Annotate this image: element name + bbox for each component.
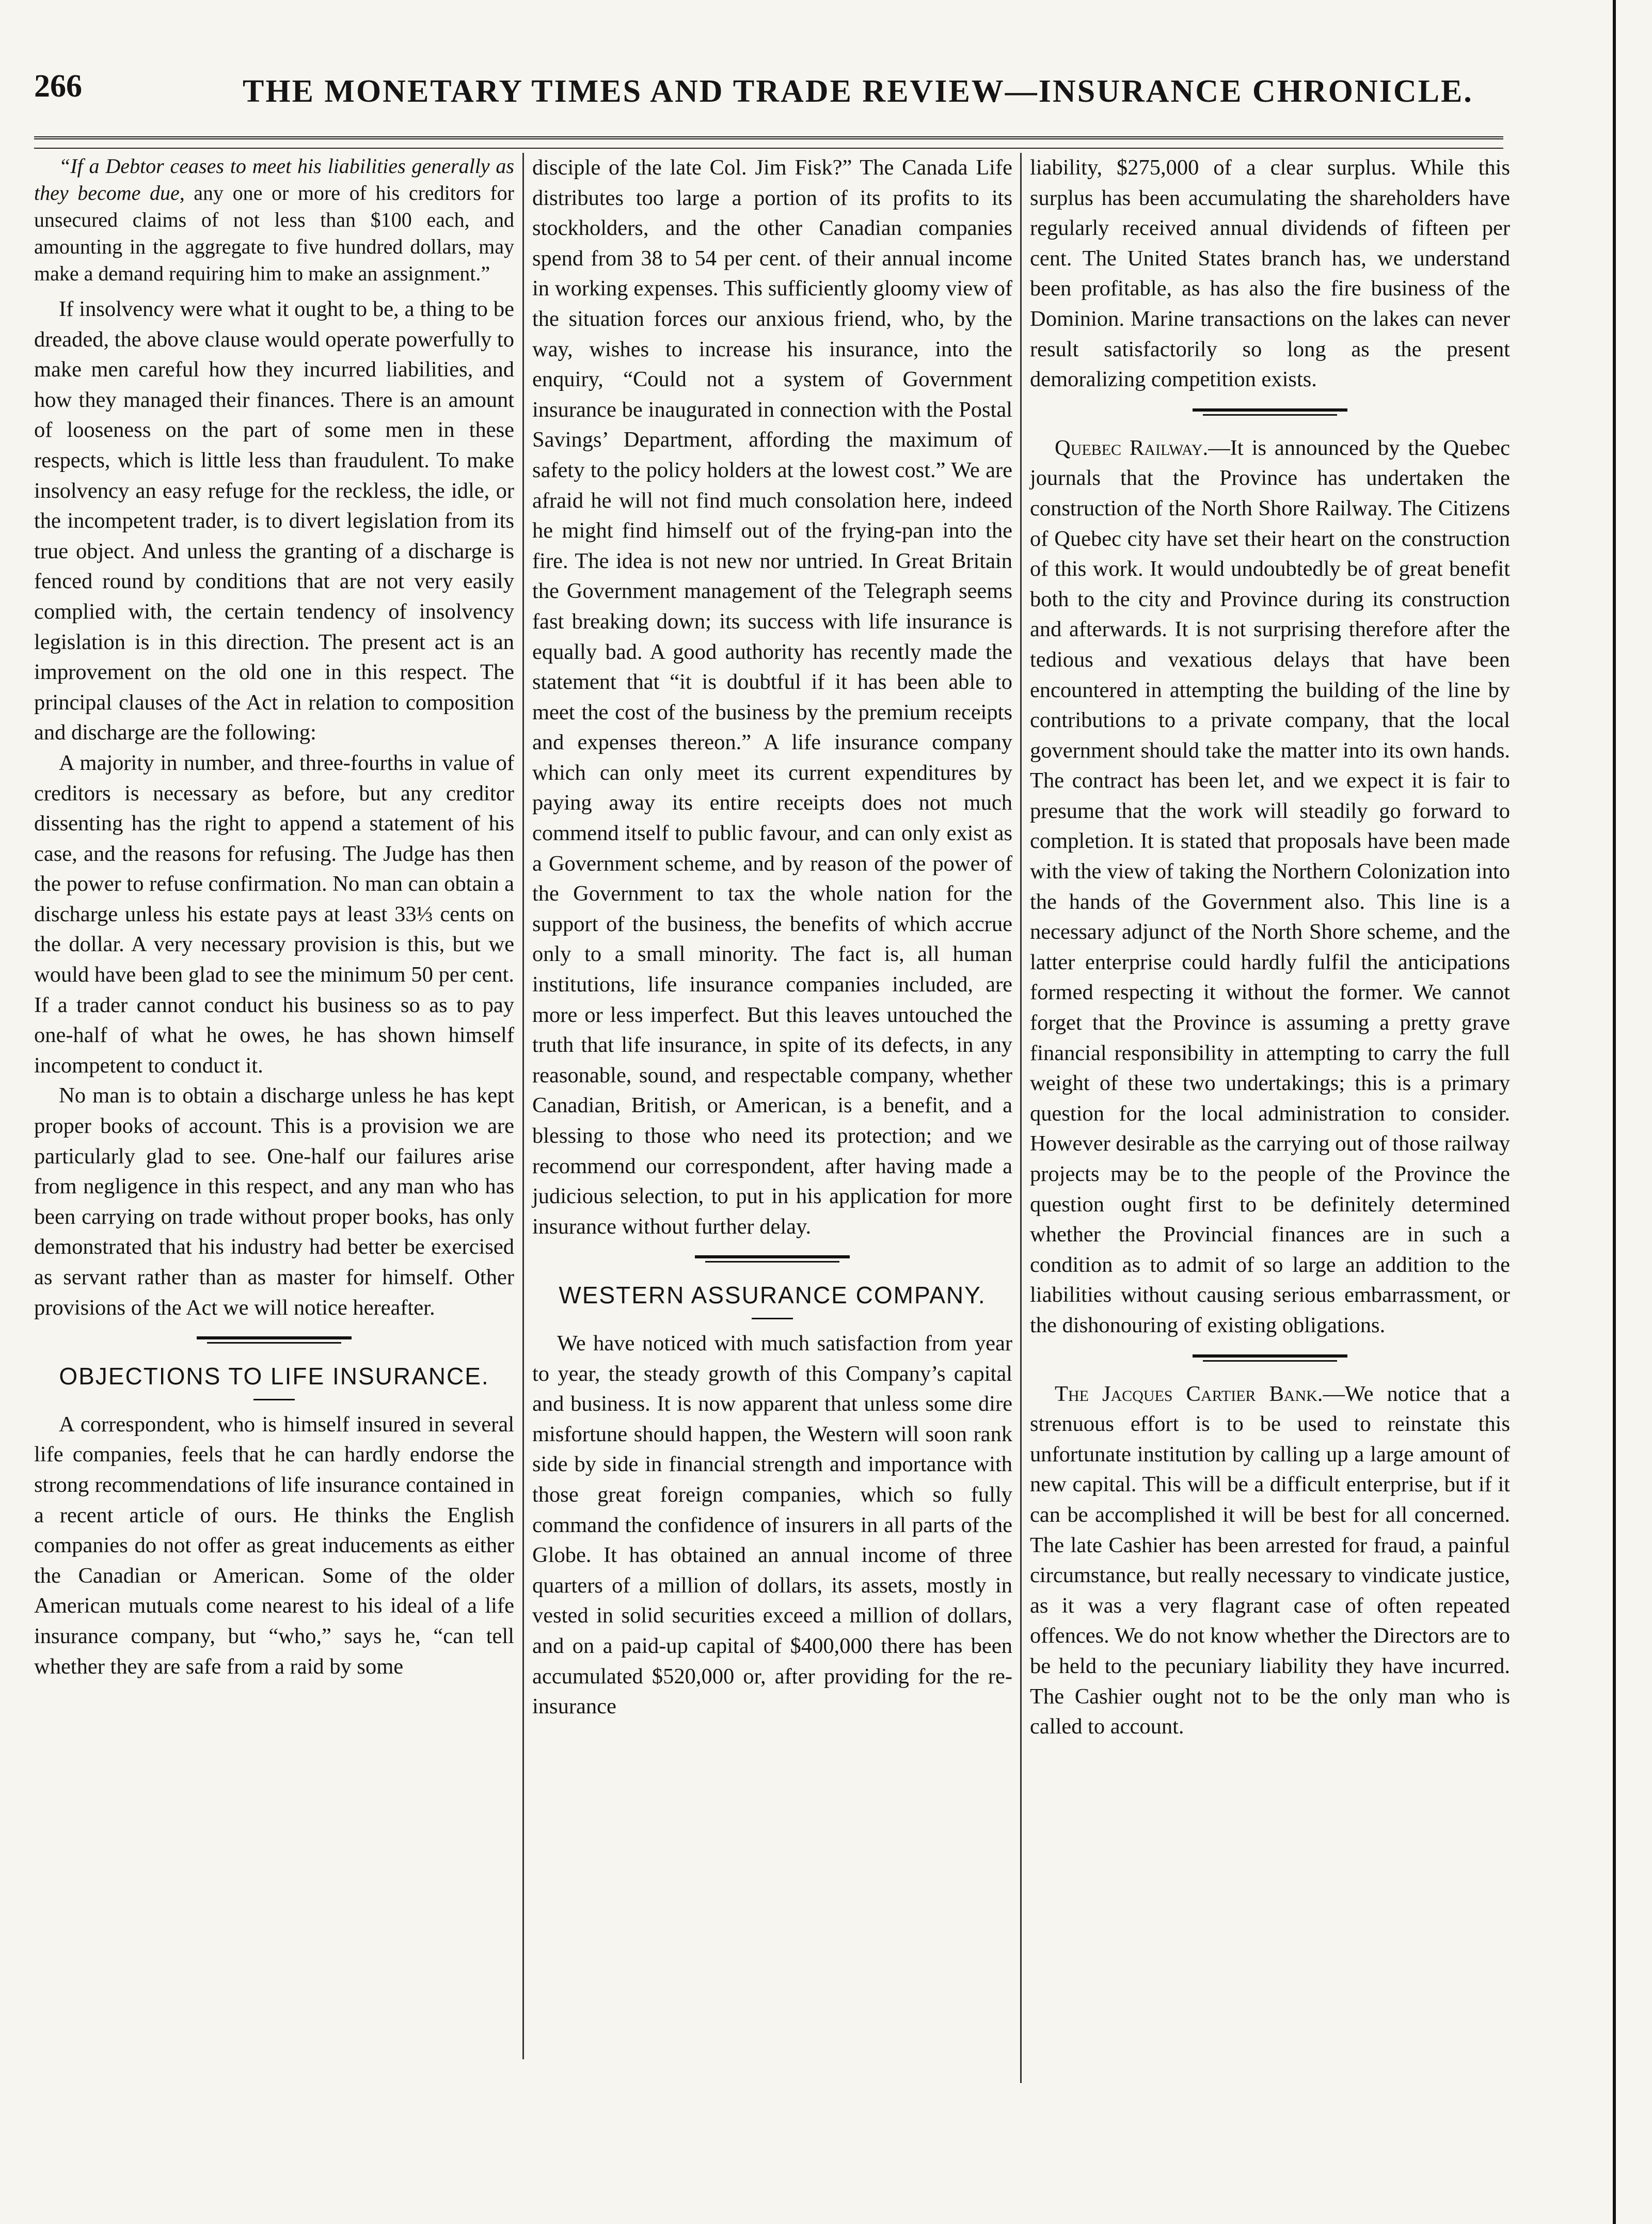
- article-paragraph: disciple of the late Col. Jim Fisk?” The Canada Life distributes too large a portion of its profits to its stockholders, and the other Canadian companies spend from 38 to 54 per cent. of their annual income in working expenses. This sufficiently gloomy view of the situation forces our anxious friend, who, by the way, wishes to increase his insurance, into the enquiry, “Could not a system of Government insurance be inaugurated in connection with the Postal Savings’ Department, affording the maximum of safety to the policy holders at the lowest cost.” We are afraid he will not find much consolation here, indeed he might find himself out of the frying-pan into the fire. The idea is not new nor untried. In Great Britain the Government management of the Telegraph seems fast breaking down; its success with life insurance is equally bad. A good authority has recently made the statement that “it is doubtful if it has been able to meet the cost of the business by the premium receipts and expenses thereon.” A life insurance company which can only meet its current expenditures by paying away its entire receipts does not much commend itself to public favour, and can only exist as a Government scheme, and by reason of the power of the Government to tax the whole nation for the support of the business, the benefits of which accrue only to a small minority. The fact is, all human institutions, life insurance companies included, are more or less imperfect. But this leaves untouched the truth that life insurance, in spite of its defects, in any reasonable, sound, and respectable company, whether Canadian, British, or American, is a benefit, and a blessing to those who need its protection; and we recommend our correspondent, after having made a judicious selection, to put in his application for more insurance without further delay.: [532, 155, 1012, 1239]
- section-divider: [197, 1336, 352, 1346]
- quebec-railway-title: Quebec Railway.: [1055, 435, 1209, 460]
- article-paragraph: liability, $275,000 of a clear surplus. While this surplus has been accumulating the shareholders have regularly received annual dividends of fifteen per cent. The United States branch has, we understand been profitable, as has also the fire business of the Dominion. Marine transactions on the lakes can never result satisfactorily so long as the present demoralizing competition exists.: [1030, 155, 1510, 392]
- page-number: 266: [34, 69, 82, 104]
- heading-western-assurance-company: WESTERN ASSURANCE COMPANY.: [559, 1282, 986, 1309]
- section-divider: [1193, 1354, 1347, 1364]
- heading-underline: [752, 1318, 793, 1319]
- heading-objections-to-life-insurance: OBJECTIONS TO LIFE INSURANCE.: [59, 1363, 489, 1390]
- section-divider: [695, 1255, 850, 1265]
- quebec-railway-text: —It is announced by the Quebec journals that the Province has undertaken the construction of the North Shore Railway. The Citizens of Quebec city have set their heart on the construction of this work. It would undoubtedly be of great benefit both to the city and Province during its construction and afterwards. It is not surprising therefore after the tedious and vexatious delays that have been encountered in attempting the building of the line by contributions to a private company, that the local government should take the matter into its own hands. The contract has been let, and we expect it is fair to presume that the work will steadily go forward to completion. It is stated that proposals have been made with the view of taking the Northern Colonization into the hands of the Government also. This line is a necessary adjunct of the North Shore scheme, and the latter enterprise could hardly fulfil the anticipations formed respecting it without the former. We cannot forget that the Province is assuming a pretty grave financial responsibility in attempting to carry the full weight of these two undertakings; this is a primary question for the local administration to consider. However desirable as the carrying out of those railway projects may be to the people of the Province the question ought first to be definitely determined whether the Provincial finances are in such a condition as to admit of so large an addition to the liabilities without causing serious embarrassment, or the dishonouring of existing obligations.: [1030, 435, 1510, 1337]
- header-rule: [34, 148, 1503, 149]
- column-rule-1: [522, 153, 524, 2059]
- jacques-cartier-bank-paragraph: [1030, 1379, 1510, 1742]
- act-quotation-italic: “If a Debtor ceases to meet his liabilities generally as they become due,: [34, 154, 514, 204]
- jacques-cartier-bank-text: —We notice that a strenuous effort is to be used to reinstate this unfortunate institution by calling up a large amount of new capital. This will be a difficult enterprise, but if it can be accomplished it will be best for all concerned. The late Cashier has been arrested for fraud, a painful circumstance, but really necessary to vindicate justice, as it was a very flagrant case of often repeated offences. We do not know whether the Directors are to be held to the pecuniary liability they have incurred. The Cashier ought not to be the only man who is called to account.: [1030, 1381, 1511, 1739]
- article-paragraph: A correspondent, who is himself insured in several life companies, feels that he can hardly endorse the strong recommendations of life insurance contained in a recent article of ours. He thinks the English companies do not offer as great inducements as either the Canadian or American. Some of the older American mutuals come nearest to his ideal of a life insurance company, but “who,” says he, “can tell whether they are safe from a raid by some: [34, 1412, 514, 1679]
- quebec-railway-paragraph: [1030, 433, 1510, 1341]
- page-margin-line: [1613, 0, 1616, 2224]
- column-3: [1030, 153, 1510, 1742]
- article-paragraph: No man is to obtain a discharge unless he has kept proper books of account. This is a provision we are particularly glad to see. One-half our failures arise from negligence in this respect, and any man who has been carrying on trade without proper books, has only demonstrated that his industry had better be exercised as servant rather than as master for himself. Other provisions of the Act we will notice hereafter.: [34, 1083, 514, 1320]
- header-double-rule: [34, 136, 1503, 139]
- column-2: [532, 153, 1012, 1722]
- article-paragraph: We have noticed with much satisfaction from year to year, the steady growth of this Company’s capital and business. It is now apparent that unless some dire misfortune should happen, the Western will soon rank side by side in financial strength and importance with those great foreign companies, which so fully command the confidence of insurers in all parts of the Globe. It has obtained an annual income of three quarters of a million of dollars, its assets, mostly in vested in solid securities exceed a million of dollars, and on a paid-up capital of $400,000 there has been accumulated $520,000 or, after providing for the re-insurance: [532, 1331, 1012, 1719]
- masthead-title: THE MONETARY TIMES AND TRADE REVIEW—INSURANCE CHRONICLE.: [243, 74, 1473, 109]
- act-quotation-text: any one or more of his creditors for unsecured claims of not less than $100 each, and amounting in the aggregate to five hundred dollars, may make a demand requiring him to make an assignment.”: [34, 181, 514, 285]
- column-rule-2: [1020, 153, 1022, 2083]
- article-paragraph: A majority in number, and three-fourths in value of creditors is necessary as before, but any creditor dissenting has the right to append a statement of his case, and the reasons for refusing. The Judge has then the power to refuse confirmation. No man can obtain a discharge unless his estate pays at least 33⅓ cents on the dollar. A very necessary provision is this, but we would have been glad to see the minimum 50 per cent. If a trader cannot conduct his business so as to pay one-half of what he owes, he has shown himself incompetent to conduct it.: [34, 750, 514, 1078]
- jacques-cartier-bank-title: The Jacques Cartier Bank.: [1055, 1381, 1323, 1406]
- act-quotation: [34, 153, 514, 287]
- column-1: [34, 153, 514, 1682]
- article-paragraph: If insolvency were what it ought to be, a thing to be dreaded, the above clause would operate powerfully to make men careful how they incurred liabilities, and how they managed their finances. There is an amount of looseness on the part of some men in these respects, which is little less than fraudulent. To make insolvency an easy refuge for the reckless, the idle, or the incompetent trader, is to divert legislation from its true object. And unless the granting of a discharge is fenced round by conditions that are not very easily complied with, the certain tendency of insolvency legislation is in this direction. The present act is an improvement on the old one in this respect. The principal clauses of the Act in relation to composition and discharge are the following:: [34, 297, 514, 745]
- heading-underline: [253, 1399, 295, 1400]
- section-divider: [1193, 408, 1347, 418]
